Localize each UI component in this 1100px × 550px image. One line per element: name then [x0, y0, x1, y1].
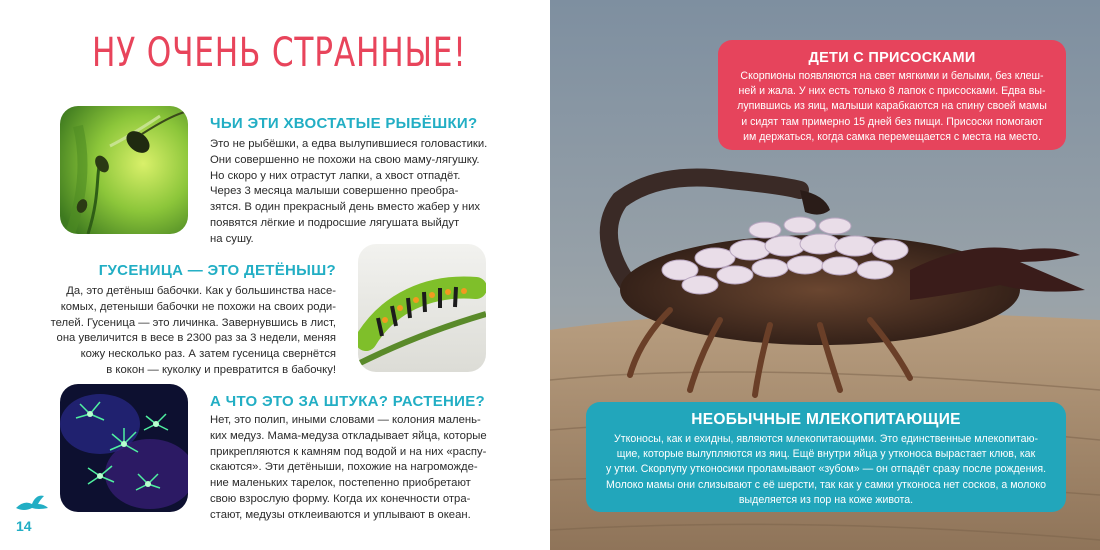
polyp-photo	[60, 384, 188, 512]
text-line: появятся лёгкие и подросшие лягушата выйдут	[210, 216, 460, 229]
section-text-polyp	[210, 413, 487, 524]
box-title: НЕОБЫЧНЫЕ МЛЕКОПИТАЮЩИЕ	[691, 411, 961, 428]
text-line: она увеличится в весе в 2300 раз за 3 недели, меняя	[56, 332, 336, 345]
info-box-scorpion-babies	[718, 40, 1066, 150]
caterpillar-photo	[358, 244, 486, 372]
section-text-caterpillar	[51, 284, 336, 379]
page-title: НУ ОЧЕНЬ СТРАННЫЕ!	[92, 30, 467, 76]
info-box-mammals	[586, 402, 1066, 512]
bird-icon	[14, 492, 50, 514]
box-text	[718, 69, 1066, 145]
text-line: Они совершенно не похожи на свою маму-лягушку.	[210, 153, 480, 166]
text-line: Скорпионы появляются на свет мягкими и белыми, без клеш-	[740, 70, 1044, 82]
text-line: зятся. В один прекрасный день вместо жабер у них	[210, 201, 481, 214]
box-title: ДЕТИ С ПРИСОСКАМИ	[808, 50, 976, 66]
text-line: на сушу.	[210, 232, 254, 245]
text-line: Нет, это полип, иными словами — колония малень-	[210, 414, 481, 426]
text-line: лупившись из яиц, малыши карабкаются на спину своей мамы	[737, 100, 1047, 113]
text-line: Да, это детёныш бабочки. Как у большинства насе-	[66, 285, 336, 297]
text-line: Утконосы, как и ехидны, являются млекопитающими. Это единственные млекопитаю-	[613, 433, 1039, 445]
text-line: Но скоро у них отрастут лапки, а хвост отпадёт.	[210, 169, 461, 182]
text-line: прикрепляются к камням под водой и на них «распу-	[210, 445, 487, 458]
text-line: ние маленьких тарелок, постепенно приобретают	[210, 477, 471, 490]
text-line: выделяется из пор на коже живота.	[738, 493, 914, 506]
text-line: им держаться, когда самка перемещается с места на место.	[743, 130, 1041, 143]
text-line: и сидят там примерно 15 дней без пищи. Присоски помогают	[741, 115, 1043, 128]
section-heading-caterpillar: ГУСЕНИЦА — ЭТО ДЕТЁНЫШ?	[98, 262, 336, 279]
text-line: в кокон — куколку и превратится в бабочку!	[106, 363, 336, 376]
text-line: Молоко мамы они слизывают с её шерсти, так как у самки утконоса нет сосков, а молоко	[606, 478, 1046, 491]
text-line: кожу несколько раз. А затем гусеница свернётся	[80, 348, 336, 361]
section-text-tadpoles	[210, 137, 487, 248]
section-heading-tadpoles: ЧЬИ ЭТИ ХВОСТАТЫЕ РЫБЁШКИ?	[210, 115, 478, 132]
text-line: у утки. Скорлупу утконосики проламывают «зубом» — он отпадёт сразу после рождения.	[605, 463, 1047, 476]
text-line: комых, детеныши бабочки не похожи на своих роди-	[60, 300, 336, 313]
text-line: свою взрослую форму. Когда их конечности отра-	[210, 492, 471, 505]
text-line: щие, которые вылупляются из яиц. Ещё внутри яйца у утконоса вырастает клюв, как	[616, 448, 1036, 461]
text-line: Это не рыбёшки, а едва вылупившиеся головастики.	[210, 138, 488, 150]
text-line: стают, медузы отклеиваются и уплывают в океан.	[210, 508, 471, 521]
text-line: телей. Гусеница — это личинка. Завернувшись в лист,	[50, 316, 336, 329]
tadpole-photo	[60, 106, 188, 234]
page-number: 14	[16, 518, 32, 534]
section-heading-polyp: А ЧТО ЭТО ЗА ШТУКА? РАСТЕНИЕ?	[210, 393, 485, 410]
right-page	[550, 0, 1100, 550]
text-line: ких медуз. Мама-медуза откладывает яйца, которые	[210, 429, 487, 442]
box-text	[586, 432, 1066, 508]
text-line: ней и жала. У них есть только 8 лапок с присосками. Едва вы-	[738, 85, 1046, 98]
text-line: скаются». Эти детёныши, похожие на нагроможде-	[210, 461, 478, 474]
text-line: Через 3 месяца малыши совершенно преобра-	[210, 185, 459, 198]
